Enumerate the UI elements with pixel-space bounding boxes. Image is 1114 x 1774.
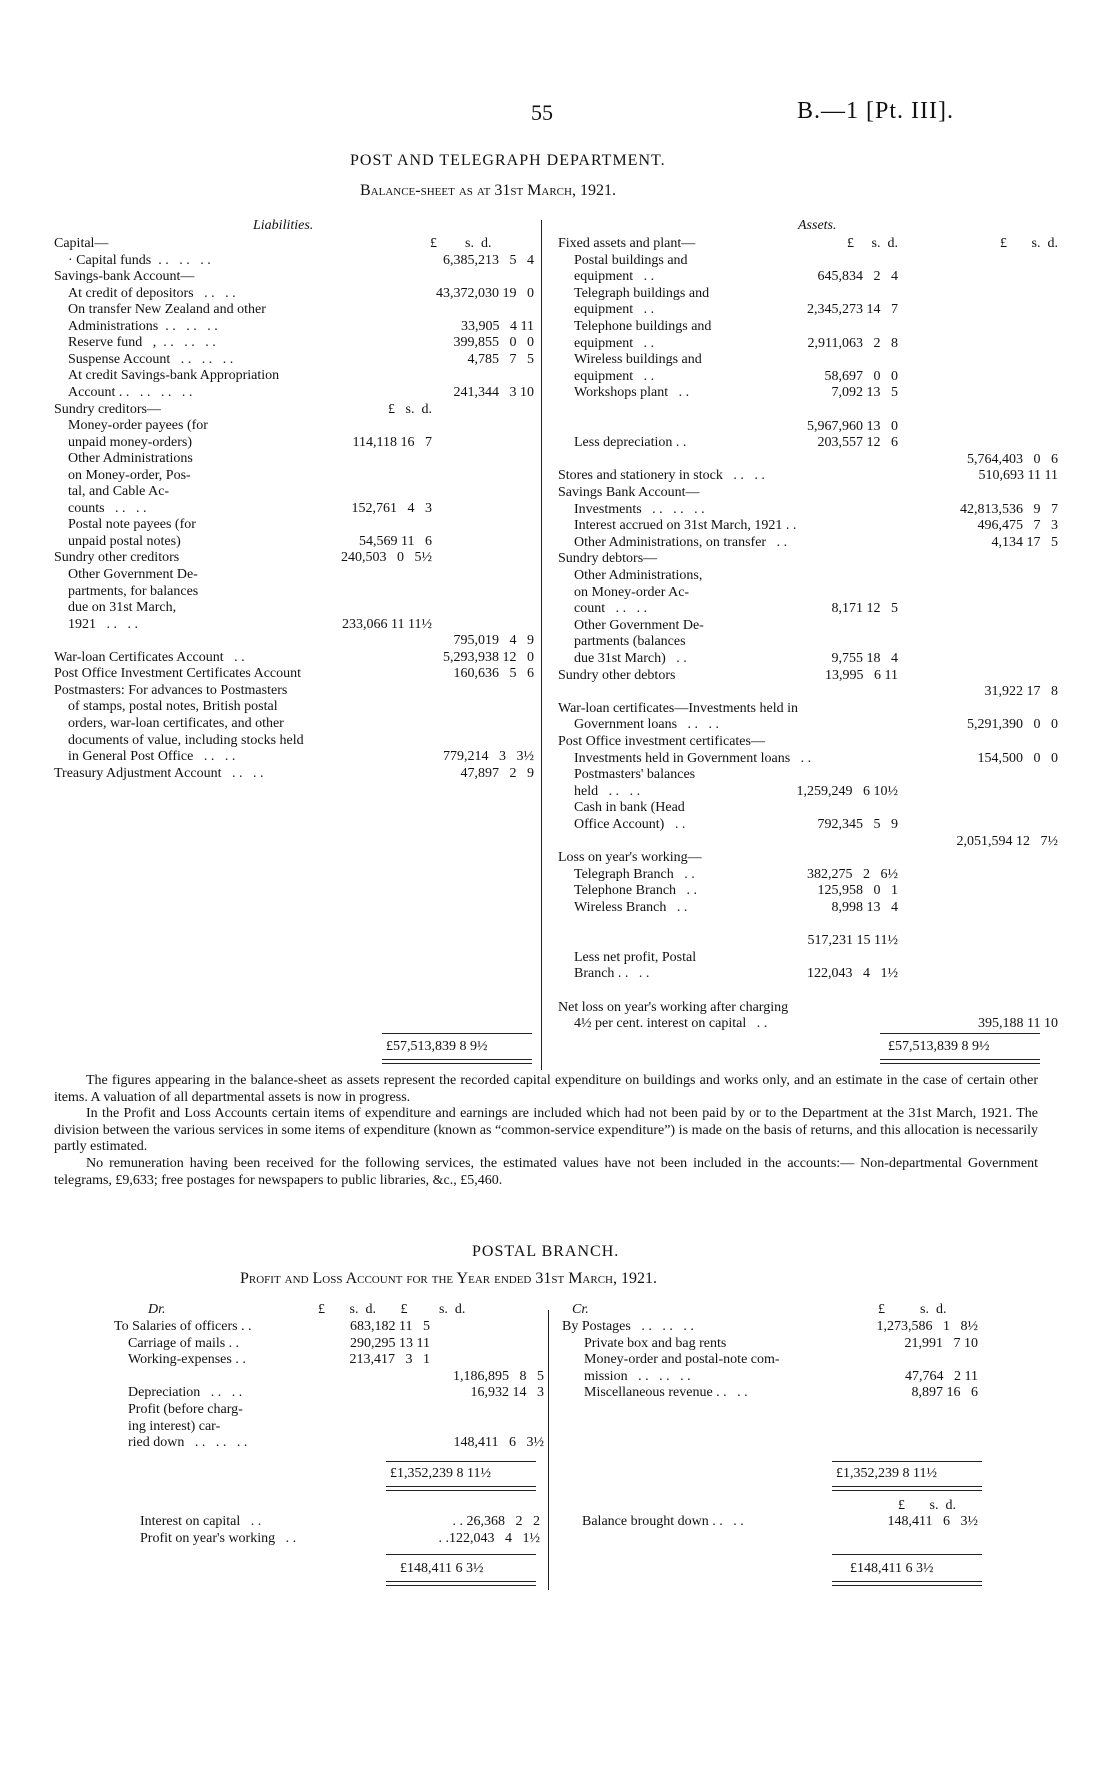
asset-subtotal: 8,998 13 4: [831, 900, 898, 915]
asset-label: Investments held in Government loans . .: [574, 750, 812, 766]
asset-subtotal: 382,275 2 6½: [807, 866, 898, 882]
debit-label: Carriage of mails . .: [128, 1335, 240, 1351]
asset-row: [558, 950, 1058, 967]
liability-label: Other Government De-: [68, 567, 198, 582]
liability-row: [54, 269, 534, 286]
liability-amount: 795,019 4 9: [453, 633, 534, 649]
debit-label: Profit (before charg-: [128, 1402, 243, 1417]
asset-row: [558, 585, 1058, 602]
liability-row: [54, 468, 534, 485]
asset-row: [558, 302, 1058, 319]
asset-label: Telegraph Branch . .: [574, 866, 695, 882]
credit-label: Private box and bag rents: [584, 1335, 727, 1351]
asset-row: [558, 684, 1058, 701]
asset-subtotal: 13,995 6 11: [825, 667, 898, 683]
credit2-row: [582, 1514, 1022, 1531]
liability-row: [54, 600, 534, 617]
liability-label: due on 31st March,: [68, 600, 177, 616]
asset-row: [558, 767, 1058, 784]
asset-row: [558, 286, 1058, 303]
debit2-label: Profit on year's working . .: [140, 1530, 297, 1546]
liability-label: Capital—: [54, 236, 109, 251]
asset-amount: 31,922 17 8: [984, 684, 1058, 700]
asset-label: equipment . .: [574, 368, 655, 384]
asset-row: [558, 485, 1058, 502]
liability-row: [54, 501, 534, 518]
asset-amount: 154,500 0 0: [977, 750, 1058, 766]
asset-row: [558, 817, 1058, 834]
liability-row: [54, 733, 534, 750]
dr-heading: Dr.: [148, 1302, 166, 1317]
asset-row: [558, 419, 1058, 436]
asset-row: [558, 900, 1058, 917]
asset-row: [558, 551, 1058, 568]
asset-row: [558, 568, 1058, 585]
asset-label: Net loss on year's working after charging: [558, 999, 789, 1015]
asset-label: Post Office investment certificates—: [558, 734, 765, 749]
credit-amount: 8,897 16 6: [911, 1385, 978, 1401]
liability-label: unpaid money-orders): [68, 434, 193, 450]
asset-amount: 496,475 7 3: [977, 518, 1058, 534]
asset-row: [558, 717, 1058, 734]
asset-label: Less net profit, Postal: [574, 949, 697, 965]
liability-row: [54, 435, 534, 452]
asset-subtotal: 2,345,273 14 7: [807, 302, 898, 318]
liability-label: Reserve fund , . . . . . .: [68, 335, 216, 351]
debit-amount: 1,186,895 8 5: [453, 1368, 544, 1384]
liabilities-currency-header: £ s. d.: [430, 236, 492, 251]
debit-subtotal: 290,295 13 11: [350, 1335, 430, 1351]
asset-row: [558, 269, 1058, 286]
asset-label: Telephone Branch . .: [574, 883, 698, 899]
liability-row: [54, 286, 534, 303]
asset-subtotal: 203,557 12 6: [817, 435, 898, 451]
cr-total: £1,352,239 8 11½: [836, 1466, 937, 1481]
asset-row: [558, 618, 1058, 635]
credit2-label: Balance brought down . . . .: [582, 1514, 744, 1529]
liability-row: [54, 749, 534, 766]
asset-amount: 42,813,536 9 7: [960, 501, 1058, 517]
liability-label: of stamps, postal notes, British postal: [68, 699, 278, 715]
asset-row: [558, 253, 1058, 270]
asset-label: Fixed assets and plant—: [558, 236, 696, 251]
dr2-total-rule: [386, 1554, 536, 1555]
asset-row: [558, 502, 1058, 519]
debit2-row: [140, 1514, 540, 1531]
liability-subtotal: 114,118 16 7: [352, 434, 432, 450]
debit-row: [114, 1352, 544, 1369]
asset-label: Sundry debtors—: [558, 551, 658, 567]
dr2-total-double-rule: [386, 1581, 536, 1586]
dr-total-double-rule: [386, 1486, 536, 1491]
liability-amount: 399,855 0 0: [453, 335, 534, 351]
profit-loss-title: Profit and Loss Account for the Year ended 31st March, 1921.: [240, 1270, 657, 1287]
debit-label: Depreciation . . . .: [128, 1385, 243, 1401]
liability-label: On transfer New Zealand and other: [68, 302, 266, 318]
asset-label: Other Administrations, on transfer . .: [574, 534, 788, 550]
postal-branch-title: POSTAL BRANCH.: [472, 1243, 620, 1260]
credit-amount: 47,764 2 11: [905, 1368, 978, 1384]
credit2-amount: 148,411 6 3½: [887, 1514, 978, 1529]
asset-row: [558, 336, 1058, 353]
pl-center-divider: [548, 1310, 549, 1590]
liabilities-total-double-rule: [382, 1059, 532, 1064]
liability-label: counts . . . .: [68, 500, 147, 516]
liability-row: [54, 650, 534, 667]
liability-label: unpaid postal notes): [68, 533, 181, 549]
debit-amount: 16,932 14 3: [470, 1385, 544, 1401]
note-paragraph-3: No remuneration having been received for the following services, the estimated values have not been included in the accounts:— Non-departmental Government telegrams, £9,633; free postages for newspapers to public libraries, &c., £5,460.: [54, 1156, 1038, 1188]
asset-row: [558, 800, 1058, 817]
asset-label: Office Account) . .: [574, 817, 686, 832]
liability-amount: 5,293,938 12 0: [443, 649, 534, 665]
liability-label: Money-order payees (for: [68, 418, 208, 434]
asset-subtotal: 792,345 5 9: [817, 817, 898, 832]
liability-subtotal: 240,503 0 5½: [341, 550, 432, 566]
asset-row: [558, 966, 1058, 983]
liability-label: Account . . . . . . . .: [68, 384, 193, 400]
asset-label: Telephone buildings and: [574, 319, 712, 334]
liability-amount: 6,385,213 5 4: [443, 252, 534, 268]
asset-row: [558, 668, 1058, 685]
liability-label: Postmasters: For advances to Postmasters: [54, 682, 288, 698]
liability-row: [54, 550, 534, 567]
debit-row: [114, 1402, 544, 1419]
asset-label: Other Administrations,: [574, 568, 703, 583]
liability-amount: 33,905 4 11: [461, 318, 534, 334]
liability-row: [54, 567, 534, 584]
liability-row: [54, 302, 534, 319]
liability-label: At credit of depositors . . . .: [68, 285, 236, 301]
asset-label: Other Government De-: [574, 617, 704, 633]
asset-label: equipment . .: [574, 335, 655, 351]
asset-row: [558, 369, 1058, 386]
asset-subtotal: 122,043 4 1½: [807, 966, 898, 982]
asset-row: [558, 701, 1058, 718]
debit2-label: Interest on capital . .: [140, 1514, 262, 1529]
liability-label: Treasury Adjustment Account . . . .: [54, 765, 264, 781]
asset-row: [558, 319, 1058, 336]
asset-subtotal: 2,911,063 2 8: [807, 335, 898, 351]
asset-subtotal: 645,834 2 4: [817, 269, 898, 285]
liability-subtotal: 54,569 11 6: [359, 533, 432, 549]
asset-row: [558, 734, 1058, 751]
asset-row: [558, 1016, 1058, 1033]
liability-subtotal: 233,066 11 11½: [342, 616, 432, 632]
asset-subtotal: 8,171 12 5: [831, 601, 898, 617]
cr-currency-header: £ s. d.: [878, 1302, 947, 1317]
note-paragraph-2: In the Profit and Loss Accounts certain items of expenditure and earnings are included which had not been paid by or to the Department at the 31st March, 1921. The division between the various services in some items of expenditure (known as “common-service expenditure”) is made on the basis of returns, and this allocation is necessarily partly estimated.: [54, 1106, 1038, 1154]
liability-row: [54, 335, 534, 352]
cr-total-double-rule: [832, 1486, 982, 1491]
debit-amount: 148,411 6 3½: [453, 1435, 544, 1451]
asset-label: Wireless buildings and: [574, 352, 702, 368]
credit-label: mission . . . . . .: [584, 1368, 691, 1384]
debit2-amount: . . 26,368 2 2: [452, 1514, 540, 1529]
liability-row: [54, 385, 534, 402]
dr2-total: £148,411 6 3½: [400, 1561, 484, 1576]
credit-amount: 21,991 7 10: [904, 1335, 978, 1351]
credit-amount: 1,273,586 1 8½: [876, 1319, 978, 1334]
assets-total-double-rule: [880, 1059, 1040, 1064]
asset-amount: 5,291,390 0 0: [967, 717, 1058, 733]
debit-subtotal: 213,417 3 1: [349, 1352, 430, 1368]
debit-label: To Salaries of officers . .: [114, 1319, 252, 1334]
asset-amount: 4,134 17 5: [991, 534, 1058, 550]
asset-label: Interest accrued on 31st March, 1921 . .: [574, 518, 797, 534]
liability-label: documents of value, including stocks held: [68, 732, 304, 748]
debit-label: Working-expenses . .: [128, 1352, 246, 1368]
asset-row: [558, 452, 1058, 469]
liability-label: Administrations . . . . . .: [68, 318, 218, 334]
liability-label: Other Administrations: [68, 451, 193, 467]
asset-row: [558, 784, 1058, 801]
credit-row: [562, 1385, 1042, 1402]
liability-label: Postal note payees (for: [68, 517, 196, 533]
asset-label: Workshops plant . .: [574, 385, 690, 401]
center-divider: [541, 220, 542, 1070]
asset-row: [558, 883, 1058, 900]
liability-subtotal: 152,761 4 3: [351, 500, 432, 516]
liabilities-heading: Liabilities.: [253, 218, 314, 233]
credit-row: [562, 1319, 1042, 1336]
credit-row: [562, 1352, 1042, 1369]
cr2-currency-header: £ s. d.: [898, 1498, 956, 1513]
liability-label: Post Office Investment Certificates Account: [54, 666, 302, 682]
asset-row: [558, 352, 1058, 369]
asset-label: Less depreciation . .: [574, 435, 687, 451]
liability-label: tal, and Cable Ac-: [68, 484, 170, 500]
asset-amount: 5,764,403 0 6: [967, 451, 1058, 467]
asset-label: Stores and stationery in stock . . . .: [558, 468, 765, 484]
credit-row: [562, 1369, 1042, 1386]
debit2-row: [140, 1531, 540, 1548]
page-number: 55: [531, 100, 553, 125]
liability-row: [54, 534, 534, 551]
asset-label: due 31st March) . .: [574, 651, 687, 666]
note-paragraph-1: The figures appearing in the balance-sheet as assets represent the recorded capital expenditure on buildings and works only, and an estimate in the case of certain other items. A valuation of all departmental assets is now in progress.: [54, 1073, 1038, 1105]
liability-row: [54, 517, 534, 534]
debit-row: [114, 1435, 544, 1452]
asset-subtotal: 125,958 0 1: [817, 883, 898, 899]
asset-subtotal: 1,259,249 6 10½: [796, 783, 898, 799]
liability-label: in General Post Office . . . .: [68, 749, 236, 765]
liability-amount: 160,636 5 6: [453, 666, 534, 682]
liability-row: [54, 666, 534, 683]
asset-subtotal: £ s. d.: [847, 236, 898, 251]
liability-amount: 241,344 3 10: [453, 384, 534, 400]
asset-row: [558, 518, 1058, 535]
assets-total-rule: [880, 1033, 1040, 1034]
department-title: POST AND TELEGRAPH DEPARTMENT.: [350, 152, 666, 169]
liability-row: [54, 683, 534, 700]
liability-row: [54, 716, 534, 733]
liability-amount: 779,214 3 3½: [443, 749, 534, 765]
asset-label: Cash in bank (Head: [574, 800, 685, 816]
asset-subtotal: 58,697 0 0: [824, 368, 898, 384]
debit-label: ing interest) car-: [128, 1418, 221, 1434]
credit-row: [562, 1336, 1042, 1353]
asset-row: [558, 435, 1058, 452]
asset-label: count . . . .: [574, 601, 648, 617]
asset-row: [558, 535, 1058, 552]
debit-row: [114, 1319, 544, 1336]
asset-label: Savings Bank Account—: [558, 485, 700, 500]
liability-subtotal: £ s. d.: [388, 401, 432, 417]
liability-row: [54, 484, 534, 501]
asset-row: [558, 867, 1058, 884]
debit2-amount: . .122,043 4 1½: [438, 1530, 540, 1546]
asset-row: [558, 933, 1058, 950]
debit-row: [114, 1336, 544, 1353]
liability-label: At credit Savings-bank Appropriation: [68, 368, 280, 384]
liabilities-total: £57,513,839 8 9½: [386, 1039, 488, 1054]
cr2-total-rule: [832, 1554, 982, 1555]
liability-label: 1921 . . . .: [68, 616, 138, 632]
liability-amount: 43,372,030 19 0: [436, 285, 534, 301]
cr2-total-double-rule: [832, 1581, 982, 1586]
asset-label: held . . . .: [574, 783, 641, 799]
asset-row: [558, 601, 1058, 618]
asset-label: Government loans . . . .: [574, 717, 720, 733]
credit-label: Money-order and postal-note com-: [584, 1352, 780, 1368]
asset-label: Wireless Branch . .: [574, 900, 688, 915]
asset-amount: 510,693 11 11: [978, 468, 1058, 484]
asset-row: [558, 385, 1058, 402]
asset-row: [558, 236, 1058, 253]
liability-label: War-loan Certificates Account . .: [54, 649, 245, 665]
liability-amount: 47,897 2 9: [460, 765, 534, 781]
liability-label: Savings-bank Account—: [54, 269, 195, 285]
asset-row: [558, 634, 1058, 651]
asset-label: Investments . . . . . .: [574, 501, 705, 517]
liability-label: on Money-order, Pos-: [68, 467, 191, 483]
dr-total-rule: [386, 1461, 536, 1462]
liability-row: [54, 253, 534, 270]
dr-currency-header: £ s. d. £ s. d.: [318, 1302, 466, 1317]
asset-label: War-loan certificates—Investments held in: [558, 700, 799, 716]
asset-label: Branch . . . .: [574, 966, 650, 982]
document-code: B.—1 [Pt. III].: [797, 98, 954, 124]
assets-total: £57,513,839 8 9½: [888, 1039, 990, 1054]
asset-label: Telegraph buildings and: [574, 285, 710, 301]
asset-row: [558, 751, 1058, 768]
asset-row: [558, 1000, 1058, 1017]
asset-label: equipment . .: [574, 269, 655, 285]
cr-total-rule: [832, 1461, 982, 1462]
asset-row: [558, 850, 1058, 867]
liability-row: [54, 766, 534, 783]
asset-subtotal: 7,092 13 5: [831, 385, 898, 401]
balance-sheet-title: Balance-sheet as at 31st March, 1921.: [360, 182, 616, 199]
asset-row: [558, 834, 1058, 851]
asset-label: on Money-order Ac-: [574, 584, 690, 600]
liability-row: [54, 352, 534, 369]
asset-label: partments (balances: [574, 634, 686, 650]
asset-subtotal: 9,755 18 4: [831, 651, 898, 666]
cr-heading: Cr.: [572, 1302, 589, 1317]
liability-row: [54, 402, 534, 419]
asset-label: Postal buildings and: [574, 252, 688, 268]
cr2-total: £148,411 6 3½: [850, 1561, 934, 1576]
liability-label: · Capital funds . . . . . .: [68, 252, 211, 268]
liability-row: [54, 319, 534, 336]
liability-amount: 4,785 7 5: [467, 351, 534, 367]
liability-row: [54, 633, 534, 650]
debit-subtotal: 683,182 11 5: [350, 1319, 430, 1334]
debit-row: [114, 1369, 544, 1386]
liability-row: [54, 699, 534, 716]
asset-row: [558, 983, 1058, 1000]
debit-label: ried down . . . . . .: [128, 1435, 248, 1451]
dr-total: £1,352,239 8 11½: [390, 1466, 491, 1481]
asset-label: Sundry other debtors: [558, 667, 676, 683]
asset-label: equipment . .: [574, 302, 655, 318]
asset-amount: 395,188 11 10: [978, 1016, 1058, 1032]
asset-label: Loss on year's working—: [558, 850, 702, 866]
liability-label: partments, for balances: [68, 583, 199, 599]
asset-subtotal: 517,231 15 11½: [807, 933, 898, 949]
liability-label: Sundry creditors—: [54, 401, 161, 417]
liability-row: [54, 236, 534, 253]
credit-label: By Postages . . . . . .: [562, 1319, 694, 1334]
asset-subtotal: 5,967,960 13 0: [807, 418, 898, 434]
asset-row: [558, 468, 1058, 485]
liability-row: [54, 368, 534, 385]
asset-row: [558, 917, 1058, 934]
asset-amount: 2,051,594 12 7½: [956, 833, 1058, 849]
liabilities-total-rule: [382, 1033, 532, 1034]
debit-row: [114, 1419, 544, 1436]
liability-row: [54, 418, 534, 435]
liability-row: [54, 451, 534, 468]
asset-label: 4½ per cent. interest on capital . .: [574, 1016, 768, 1032]
asset-row: [558, 651, 1058, 668]
asset-row: [558, 402, 1058, 419]
credit-label: Miscellaneous revenue . . . .: [584, 1385, 748, 1401]
liability-label: Suspense Account . . . . . .: [68, 351, 234, 367]
assets-heading: Assets.: [798, 218, 837, 233]
asset-amount: £ s. d.: [1000, 236, 1058, 251]
debit-row: [114, 1385, 544, 1402]
liability-label: orders, war-loan certificates, and other: [68, 715, 284, 731]
asset-label: Postmasters' balances: [574, 767, 696, 783]
liability-row: [54, 584, 534, 601]
liability-row: [54, 617, 534, 634]
liability-label: Sundry other creditors: [54, 550, 180, 566]
